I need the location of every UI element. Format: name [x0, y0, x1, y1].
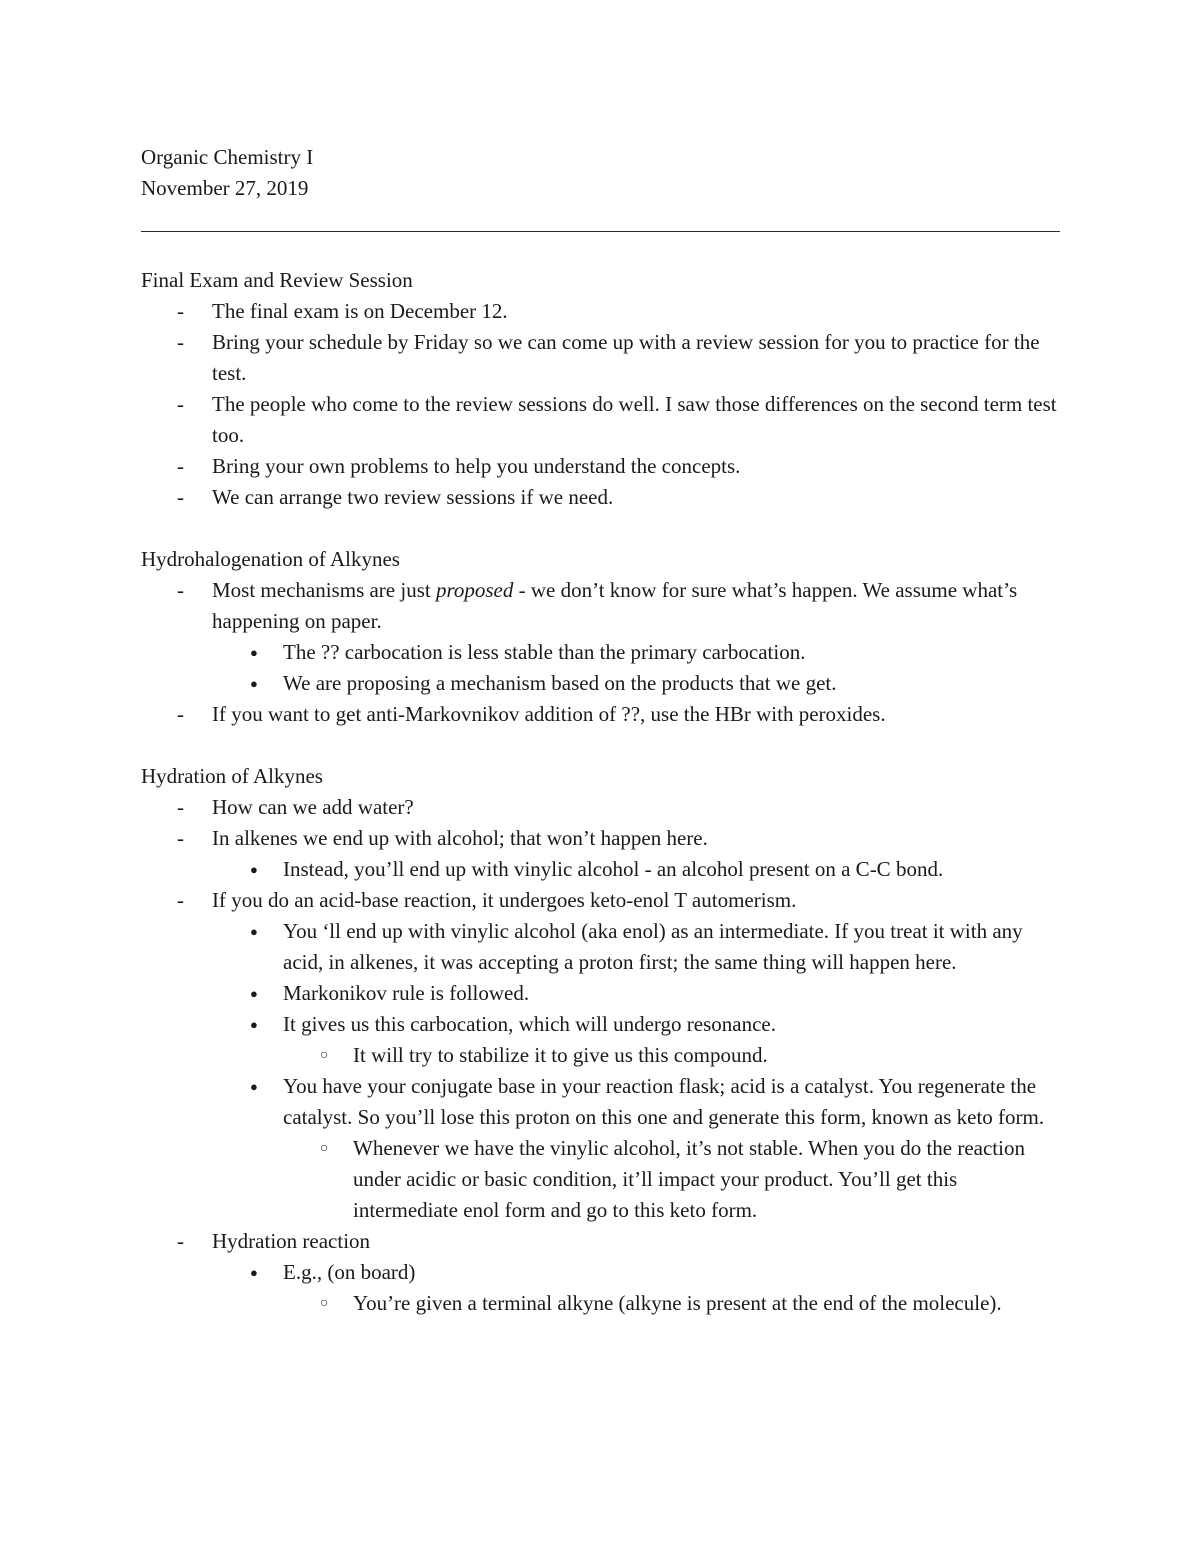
list-item-text: We can arrange two review sessions if we need. — [212, 485, 614, 509]
list-item-text: You have your conjugate base in your reaction flask; acid is a catalyst. You regenerate the catalyst. So you’ll lose this proton on this one and generate this form, known as keto form. — [283, 1074, 1045, 1129]
section-heading: Hydrohalogenation of Alkynes — [141, 547, 400, 571]
notes-section — [141, 544, 1061, 730]
dash-marker: - — [177, 392, 184, 416]
section-heading: Final Exam and Review Session — [141, 268, 413, 292]
list-item-text: It will try to stabilize it to give us this compound. — [353, 1043, 768, 1067]
list-item — [141, 637, 1061, 668]
list-item-text: You ‘ll end up with vinylic alcohol (aka enol) as an intermediate. If you treat it with any acid, in alkenes, it was accepting a proton first; the same thing will happen here. — [283, 919, 1023, 974]
list-item — [141, 482, 1061, 513]
list-item — [141, 1288, 1061, 1319]
list-item-text: Bring your schedule by Friday so we can come up with a review session for you to practice for the test. — [212, 330, 1040, 385]
list-item-text: We are proposing a mechanism based on the products that we get. — [283, 671, 837, 695]
list-item — [141, 575, 1061, 637]
list-item — [141, 916, 1061, 978]
dash-marker: - — [177, 578, 184, 602]
list-item-text: In alkenes we end up with alcohol; that won’t happen here. — [212, 826, 708, 850]
bullet-marker: ● — [250, 1017, 258, 1032]
dash-marker: - — [177, 485, 184, 509]
dash-marker: - — [177, 330, 184, 354]
list-item — [141, 296, 1061, 327]
list-item-text: Bring your own problems to help you understand the concepts. — [212, 454, 741, 478]
bullet-marker: ● — [250, 645, 258, 660]
circle-marker: ○ — [320, 1141, 329, 1156]
list-item-text: The ?? carbocation is less stable than the primary carbocation. — [283, 640, 806, 664]
list-item — [141, 1009, 1061, 1040]
header-divider — [141, 231, 1060, 232]
list-item-text-part: Most mechanisms are just — [212, 578, 436, 602]
circle-marker: ○ — [320, 1048, 329, 1063]
list-item — [141, 978, 1061, 1009]
bullet-marker: ● — [250, 1079, 258, 1094]
list-item-text: Hydration reaction — [212, 1229, 371, 1253]
emphasized-word: proposed — [435, 578, 514, 602]
list-item — [141, 885, 1061, 916]
bullet-marker: ● — [250, 986, 258, 1001]
list-item-text: How can we add water? — [212, 795, 414, 819]
dash-marker: - — [177, 454, 184, 478]
list-item — [141, 1133, 1061, 1226]
list-item — [141, 1040, 1061, 1071]
lecture-date: November 27, 2019 — [141, 176, 309, 200]
bullet-marker: ● — [250, 1265, 258, 1280]
bullet-marker: ● — [250, 924, 258, 939]
circle-marker: ○ — [320, 1296, 329, 1311]
notes-body — [141, 265, 1061, 1350]
document-header — [141, 142, 313, 204]
dash-marker: - — [177, 702, 184, 726]
list-item — [141, 854, 1061, 885]
list-item-text: Whenever we have the vinylic alcohol, it’s not stable. When you do the reaction under acidic or basic condition, it’ll impact your product. You’ll get this intermediate enol form and go to this keto form. — [353, 1136, 1025, 1222]
list-item — [141, 451, 1061, 482]
list-item-text: If you do an acid-base reaction, it undergoes keto-enol T automerism. — [212, 888, 797, 912]
list-item — [141, 1257, 1061, 1288]
dash-marker: - — [177, 795, 184, 819]
list-item — [141, 1071, 1061, 1133]
list-item-text: Instead, you’ll end up with vinylic alcohol - an alcohol present on a C-C bond. — [283, 857, 944, 881]
bullet-marker: ● — [250, 676, 258, 691]
list-item — [141, 327, 1061, 389]
dash-marker: - — [177, 1229, 184, 1253]
bullet-marker: ● — [250, 862, 258, 877]
list-item-text: Markonikov rule is followed. — [283, 981, 530, 1005]
list-item — [141, 699, 1061, 730]
dash-marker: - — [177, 888, 184, 912]
dash-marker: - — [177, 299, 184, 323]
notes-section — [141, 265, 1061, 513]
list-item-text: E.g., (on board) — [283, 1260, 416, 1284]
list-item — [141, 823, 1061, 854]
list-item-text: You’re given a terminal alkyne (alkyne is present at the end of the molecule). — [353, 1291, 1002, 1315]
list-item — [141, 792, 1061, 823]
list-item-text-part: - we don’t know for sure what’s happen. We assume what’s happening on paper. — [212, 578, 1018, 633]
list-item-text: If you want to get anti-Markovnikov addition of ??, use the HBr with peroxides. — [212, 702, 886, 726]
list-item-text: It gives us this carbocation, which will undergo resonance. — [283, 1012, 776, 1036]
list-item — [141, 668, 1061, 699]
list-item-text: The people who come to the review sessions do well. I saw those differences on the second term test too. — [212, 392, 1057, 447]
dash-marker: - — [177, 826, 184, 850]
list-item-text: The final exam is on December 12. — [212, 299, 508, 323]
section-heading: Hydration of Alkynes — [141, 764, 323, 788]
notes-section — [141, 761, 1061, 1319]
course-title: Organic Chemistry I — [141, 145, 314, 169]
list-item-text — [212, 578, 1017, 633]
list-item — [141, 389, 1061, 451]
list-item — [141, 1226, 1061, 1257]
